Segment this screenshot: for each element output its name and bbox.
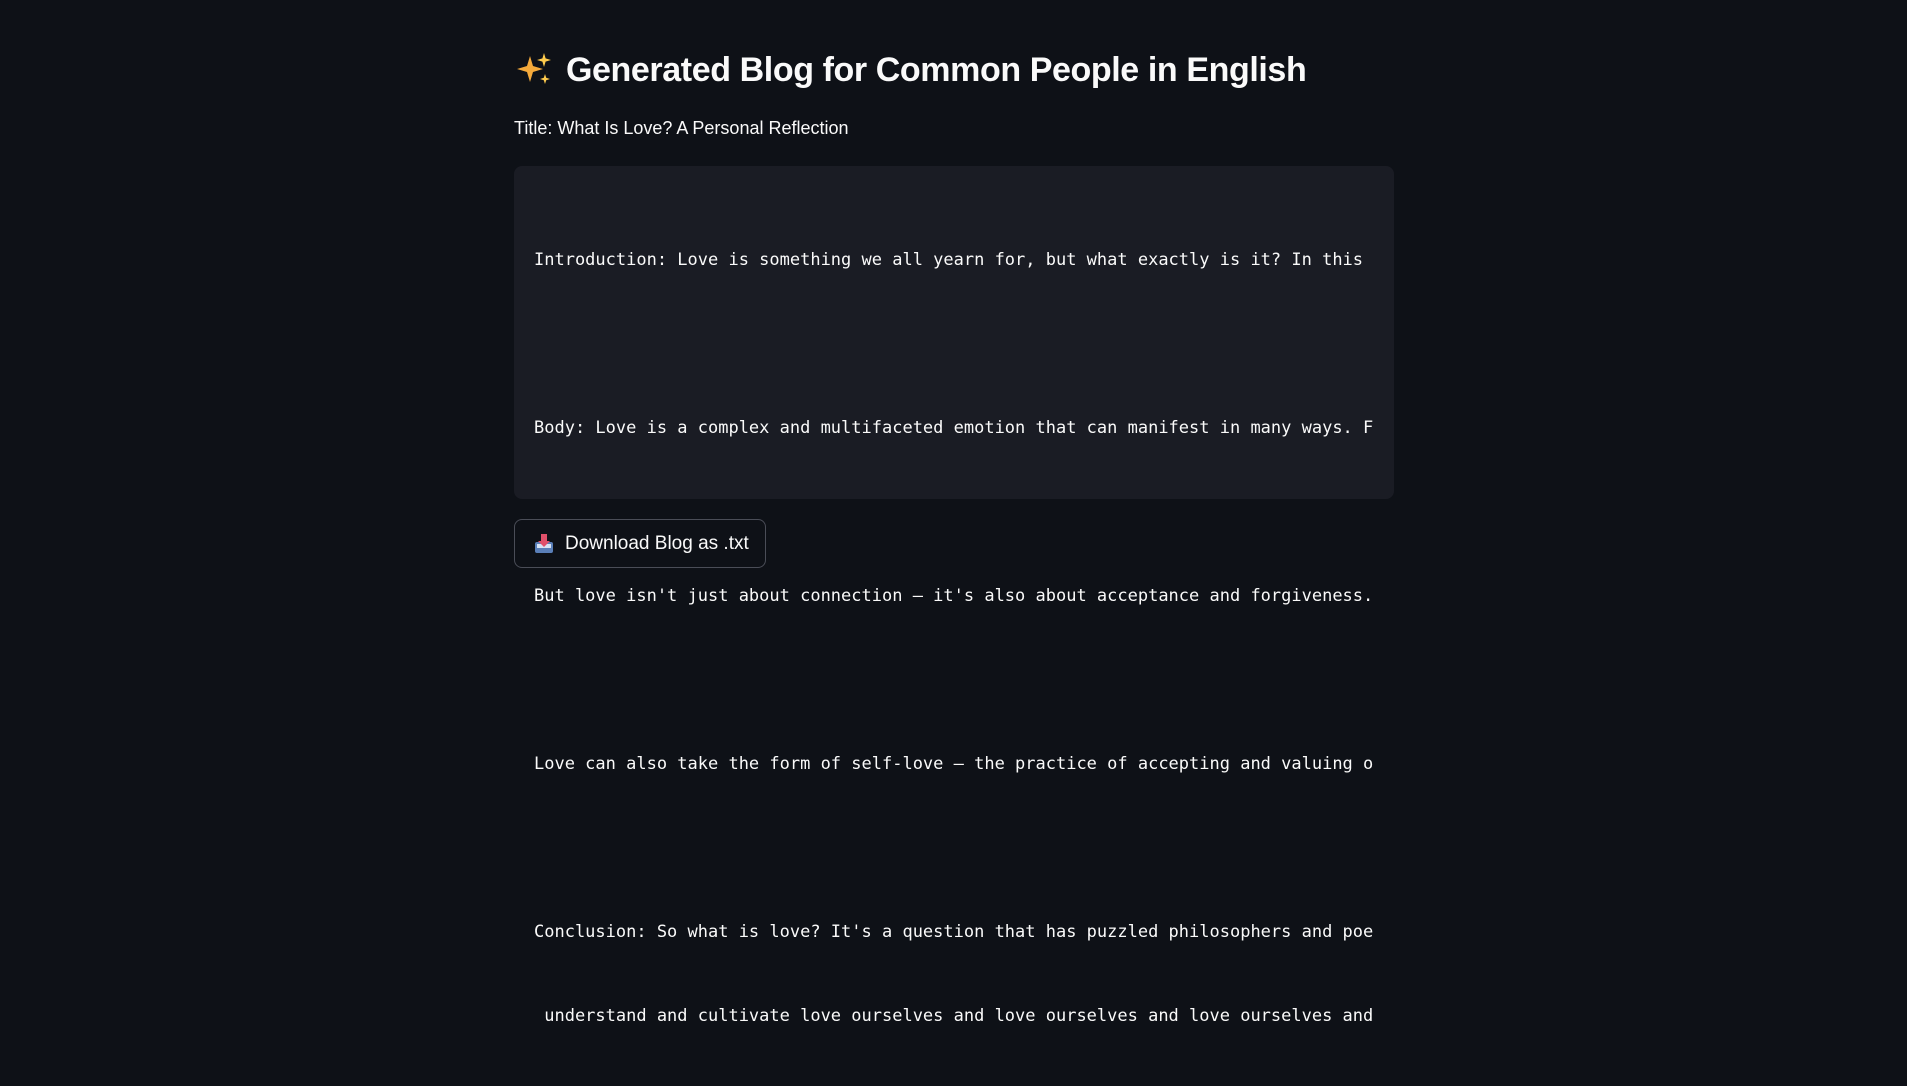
download-blog-button[interactable]: [514, 519, 766, 568]
blog-title: Title: What Is Love? A Personal Reflection: [514, 118, 849, 138]
sparkles-icon: [514, 50, 554, 90]
page-title: Generated Blog for Common People in English: [566, 50, 1307, 89]
blog-paragraph-conclusion-continued: understand and cultivate love ourselves and love ourselves and love ourselves and: [534, 1006, 1374, 1026]
blog-content: [534, 190, 1394, 1086]
blog-paragraph-acceptance: But love isn't just about connection – it's also about acceptance and forgiveness.: [534, 586, 1374, 606]
blog-paragraph-body: Body: Love is a complex and multifaceted emotion that can manifest in many ways. F: [534, 418, 1374, 438]
blog-paragraph-introduction: Introduction: Love is something we all yearn for, but what exactly is it? In this: [534, 250, 1364, 270]
inbox-tray-icon: [533, 533, 555, 555]
blog-paragraph-self-love: Love can also take the form of self-love – the practice of accepting and valuing o: [534, 754, 1374, 774]
download-button-label: Download Blog as .txt: [565, 532, 749, 554]
page-heading: [514, 50, 1306, 90]
blog-paragraph-conclusion: Conclusion: So what is love? It's a question that has puzzled philosophers and poe: [534, 922, 1374, 942]
